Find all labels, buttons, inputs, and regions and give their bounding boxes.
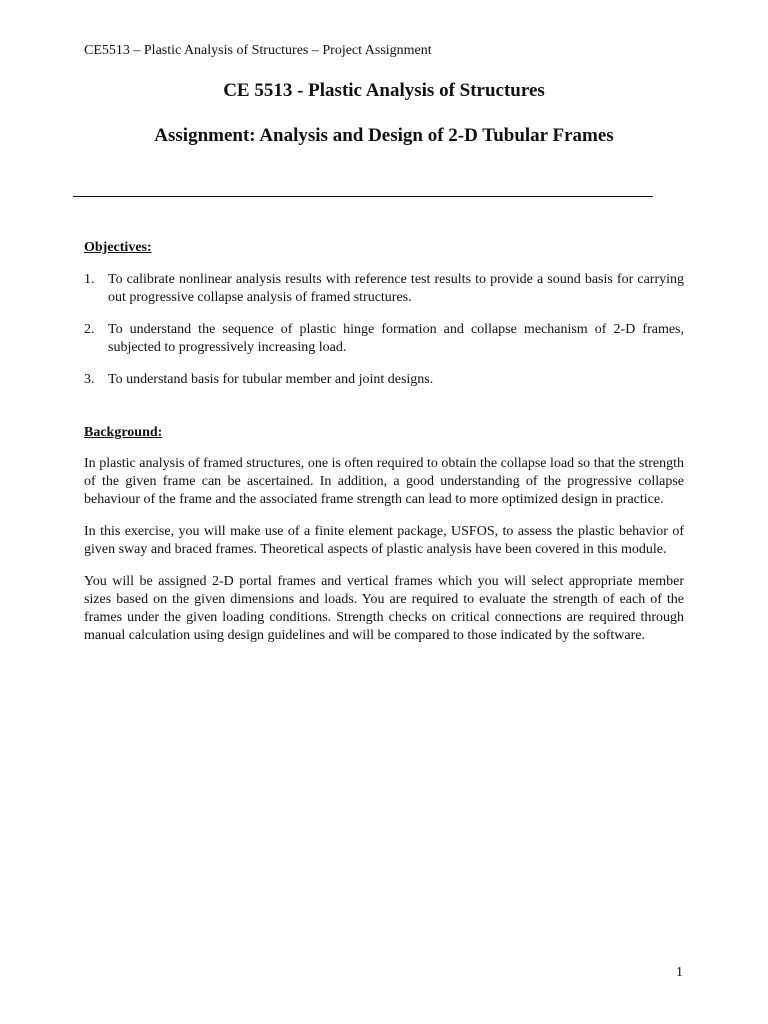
course-title: CE 5513 - Plastic Analysis of Structures bbox=[223, 80, 545, 101]
objective-number: 2. bbox=[84, 322, 95, 337]
background-paragraph: In plastic analysis of framed structures, one is often required to obtain the collapse load so that the strength of the given frame can be ascertained. In addition, a good understanding of the progressive collapse behaviour of the frame and the associated frame strength can lead to more optimized design in practice. bbox=[84, 456, 684, 507]
objective-number: 1. bbox=[84, 272, 95, 287]
background-paragraph: You will be assigned 2-D portal frames and vertical frames which you will select appropriate member sizes based on the given dimensions and loads. You are required to evaluate the strength of each of the frames under the given loading conditions. Strength checks on critical connections are required through manual calculation using design guidelines and will be compared to those indicated by the software. bbox=[84, 574, 684, 643]
page-number: 1 bbox=[676, 965, 683, 980]
objective-text: To understand the sequence of plastic hinge formation and collapse mechanism of 2-D frames, subjected to progressively increasing load. bbox=[108, 322, 684, 355]
objective-item bbox=[84, 371, 684, 389]
horizontal-rule bbox=[73, 196, 653, 197]
background-paragraph: In this exercise, you will make use of a finite element package, USFOS, to assess the plastic behavior of given sway and braced frames. Theoretical aspects of plastic analysis have been covered in this module. bbox=[84, 524, 684, 557]
background-body bbox=[84, 455, 684, 659]
objective-text: To calibrate nonlinear analysis results with reference test results to provide a sound basis for carrying out progressive collapse analysis of framed structures. bbox=[108, 272, 684, 305]
running-header: CE5513 – Plastic Analysis of Structures – Project Assignment bbox=[84, 43, 432, 58]
objective-number: 3. bbox=[84, 372, 95, 387]
assignment-title: Assignment: Analysis and Design of 2-D Tubular Frames bbox=[154, 125, 614, 146]
objectives-list bbox=[84, 271, 684, 403]
objective-item bbox=[84, 271, 684, 307]
objective-item bbox=[84, 321, 684, 357]
objectives-heading: Objectives: bbox=[84, 240, 152, 255]
background-heading: Background: bbox=[84, 425, 163, 440]
objective-text: To understand basis for tubular member and joint designs. bbox=[108, 372, 434, 387]
